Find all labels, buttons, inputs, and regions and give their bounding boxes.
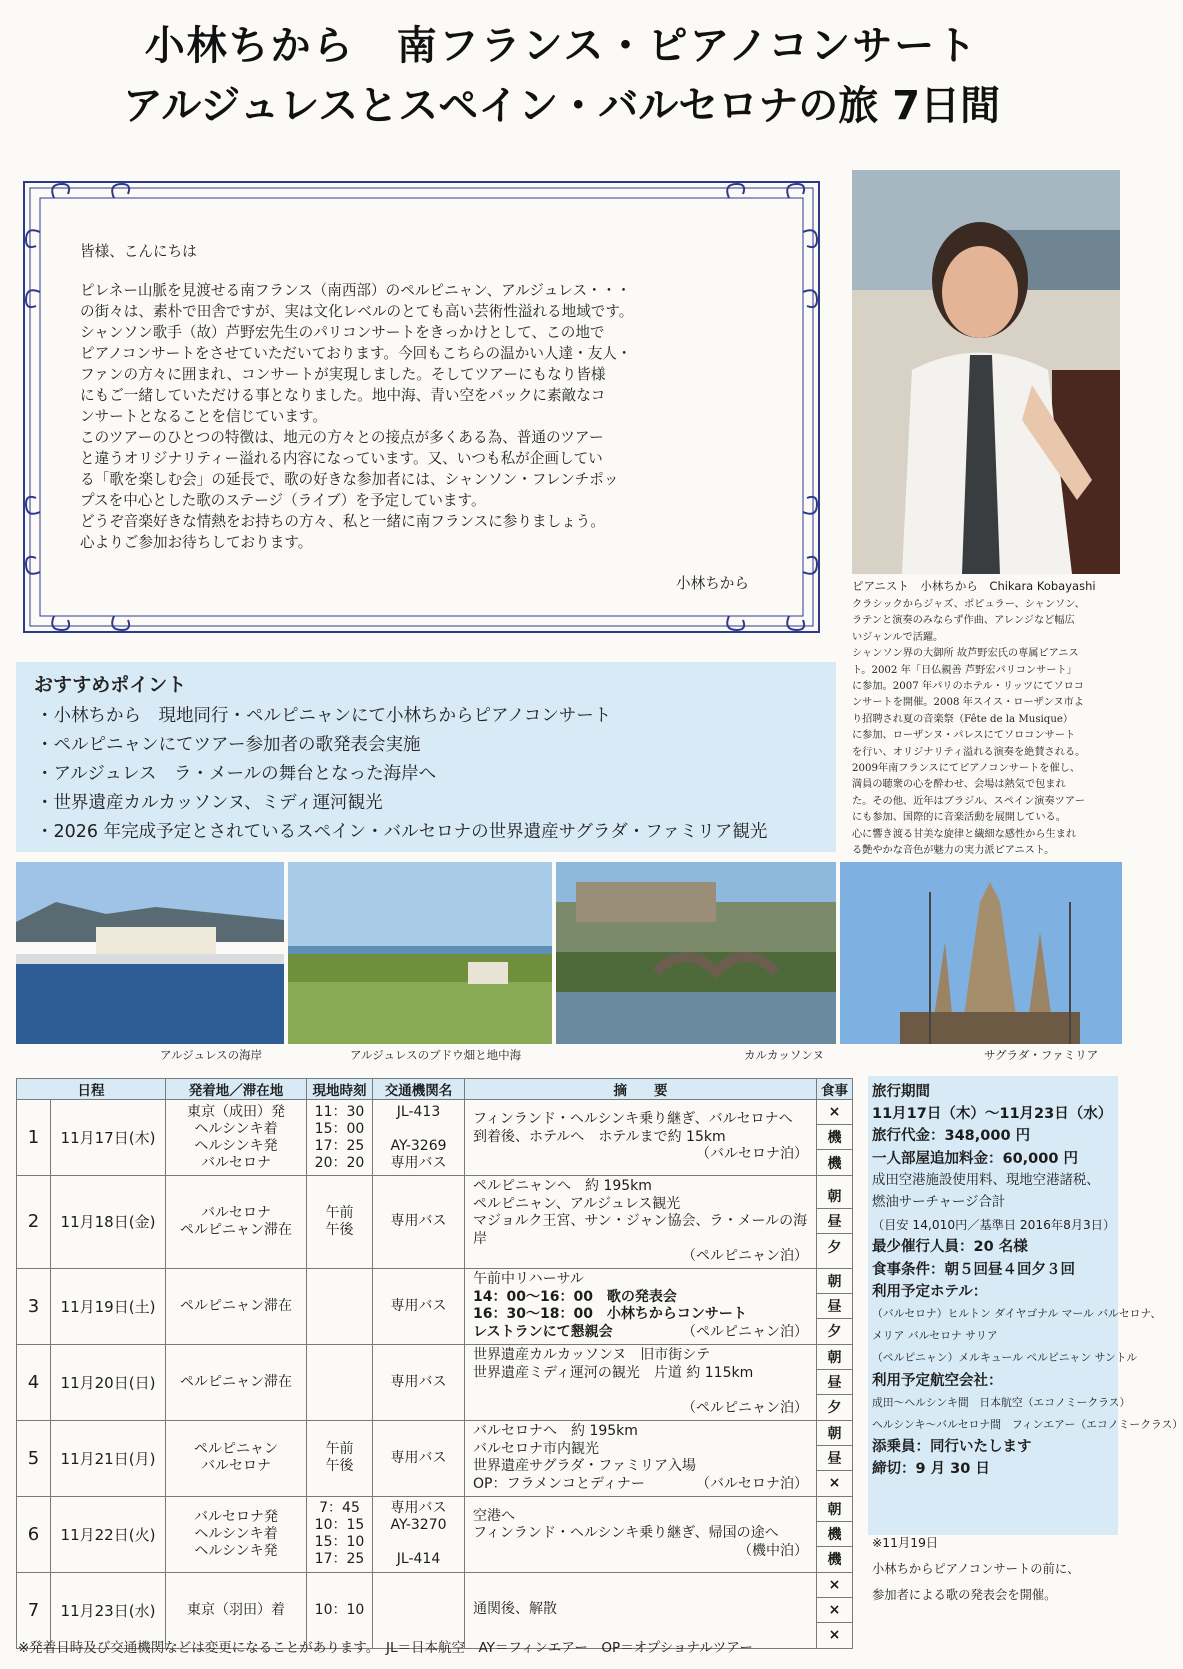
note-line: 小林ちからピアノコンサートの前に、 (872, 1562, 1080, 1576)
letter-line: と違うオリジナリティー溢れる内容になっています。又、いつも私が企画してい (80, 450, 603, 467)
min-participants: 最少催行人員：20 名様 (872, 1239, 1028, 1256)
pianist-bio (852, 597, 1122, 860)
day-times: 午前 午後 (307, 1176, 373, 1269)
day-cities: バルセロナ ペルピニャン滞在 (166, 1176, 307, 1269)
header-time: 現地時刻 (307, 1079, 373, 1100)
hotel-line: （ペルピニャン）メルキュール ペルピニャン サントル (872, 1351, 1138, 1365)
letter-line: このツアーのひとつの特徴は、地元の方々との接点が多くある為、普通のツアー (80, 429, 604, 446)
day-date: 11月21日(月) (51, 1420, 166, 1496)
list-item: ・世界遺産カルカッソンヌ、ミディ運河観光 (36, 793, 383, 813)
bio-line: シャンソン界の大御所 故芦野宏氏の専属ピアニス (852, 648, 1079, 660)
header-schedule: 日程 (17, 1079, 166, 1100)
recommend-title: おすすめポイント (34, 674, 187, 696)
letter-line: プスを中心とした歌のステージ（ライブ）を予定しています。 (80, 492, 486, 509)
day-meals: 朝 昼 夕 (817, 1268, 853, 1344)
hotel-line: （バルセロナ）ヒルトン ダイヤゴナル マール バルセロナ、 (872, 1307, 1162, 1321)
day-cities: 東京（成田）発 ヘルシンキ着 ヘルシンキ発 バルセロナ (166, 1100, 307, 1176)
table-row (17, 1268, 853, 1344)
day-transport: 専用バス (373, 1268, 465, 1344)
price: 旅行代金：348,000 円 (872, 1128, 1031, 1145)
day-summary: バルセロナへ 約 195km バルセロナ市内観光 世界遺産サグラダ・ファミリア入場 OP：フラメンコとディナー （バルセロナ泊） (465, 1420, 817, 1496)
pianist-photo (852, 170, 1120, 574)
recommend-box (16, 662, 836, 852)
bio-line: 2009年南フランスにてピアノコンサートを催し、 (852, 763, 1081, 775)
day-meals: × × × (817, 1572, 853, 1648)
day-date: 11月20日(日) (51, 1344, 166, 1420)
letter-line: ピアノコンサートをさせていただいております。今回もこちらの温かい人達・友人・ (80, 345, 632, 362)
day-date: 11月17日(木) (51, 1100, 166, 1176)
day-transport: JL-413 AY-3269 専用バス (373, 1100, 465, 1176)
letter-line: どうぞ音楽好きな情熱をお持ちの方々、私と一緒に南フランスに参りましょう。 (80, 513, 605, 530)
day-summary: 世界遺産カルカッソンヌ 旧市街シテ 世界遺産ミディ運河の観光 片道 約 115km （ペルピニャン泊） (465, 1344, 817, 1420)
day-number: 7 (17, 1572, 51, 1648)
note-line: 参加者による歌の発表会を開催。 (872, 1588, 1057, 1602)
bio-line: にも参加、国際的に音楽活動を展開している。 (852, 812, 1066, 824)
letter-line: ピレネー山脈を見渡せる南フランス（南西部）のペルピニャン、アルジュレス・・・ (80, 282, 631, 299)
letter-line: の街々は、素朴で田舎ですが、実は文化レベルのとても高い芸術性溢れる地域です。 (80, 303, 634, 320)
letter-signature: 小林ちから (676, 575, 749, 592)
header-transport: 交通機関名 (373, 1079, 465, 1100)
pianist-caption: ピアニスト 小林ちから Chikara Kobayashi (852, 579, 1096, 593)
day-date: 11月18日(金) (51, 1176, 166, 1269)
bio-line: に参加。2007 年パリのホテル・リッツにてソロコ (852, 681, 1084, 693)
bio-line: いジャンルで活躍。 (852, 631, 944, 643)
concert-note (872, 1530, 1122, 1608)
airline-line: 成田～ヘルシンキ間 日本航空（エコノミークラス） (872, 1395, 1131, 1409)
meal-conditions: 食事条件：朝５回昼４回夕３回 (872, 1261, 1075, 1278)
itinerary-table (16, 1078, 853, 1649)
day-meals: 朝 昼 夕 (817, 1344, 853, 1420)
letter-body (80, 280, 780, 553)
day-cities: ペルピニャン滞在 (166, 1268, 307, 1344)
day-transport: 専用バス (373, 1176, 465, 1269)
bio-line: を行い、オリジナリティ溢れる演奏を絶賛される。 (852, 746, 1086, 758)
tour-title-line2: アルジュレスとスペイン・バルセロナの旅 7日間 (122, 83, 1001, 129)
day-times: 11：30 15：00 17：25 20：20 (307, 1100, 373, 1176)
list-item: ・ペルピニャンにてツアー参加者の歌発表会実施 (36, 735, 421, 755)
list-item: ・小林ちから 現地同行・ペルピニャンにて小林ちからピアノコンサート (36, 706, 612, 726)
single-supplement: 一人部屋追加料金：60,000 円 (872, 1150, 1079, 1167)
day-meals: 朝 昼 夕 (817, 1176, 853, 1269)
header-summary: 摘 要 (465, 1079, 817, 1100)
fees-line: 成田空港施設使用料、現地空港諸税、 (872, 1172, 1100, 1188)
bio-line: 満員の聴衆の心を酔わせ、会場は熱気で包まれ (852, 779, 1066, 791)
day-transport: 専用バス (373, 1420, 465, 1496)
day-cities: バルセロナ発 ヘルシンキ着 ヘルシンキ発 (166, 1496, 307, 1572)
period: 11月17日（木）～11月23日（水） (872, 1106, 1113, 1123)
fees-line: 燃油サーチャージ合計 (872, 1195, 1006, 1211)
airline-label: 利用予定航空会社： (872, 1372, 1003, 1389)
photo-caption: アルジュレスの海岸 (160, 1048, 263, 1062)
day-date: 11月23日(水) (51, 1572, 166, 1648)
letter-line: シャンソン歌手（故）芦野宏先生のパリコンサートをきっかけとして、この地で (80, 324, 605, 341)
day-meals: 朝 機 機 (817, 1496, 853, 1572)
day-number: 1 (17, 1100, 51, 1176)
tour-title-line1: 小林ちから 南フランス・ピアノコンサート (144, 23, 979, 69)
letter-greeting: 皆様、こんにちは (80, 243, 197, 260)
period-label: 旅行期間 (872, 1084, 930, 1100)
hotel-label: 利用予定ホテル： (872, 1283, 988, 1300)
day-number: 6 (17, 1496, 51, 1572)
day-meals: × 機 機 (817, 1100, 853, 1176)
table-row (17, 1344, 853, 1420)
bio-line: た。その他、近年はブラジル、スペイン演奏ツアー (852, 795, 1085, 807)
bio-line: ンサートを開催。2008 年スイス・ローザンヌ市よ (852, 697, 1084, 709)
day-number: 5 (17, 1420, 51, 1496)
letter-line: ンサートとなることを信じています。 (80, 408, 327, 425)
table-row (17, 1496, 853, 1572)
bio-line: り招聘され夏の音楽祭（Fête de la Musique） (852, 713, 1074, 725)
table-row (17, 1100, 853, 1176)
bio-line: に参加、ローザンヌ・パレスにてソロコンサート (852, 730, 1076, 742)
day-cities: ペルピニャン バルセロナ (166, 1420, 307, 1496)
day-times: 午前 午後 (307, 1420, 373, 1496)
day-date: 11月19日(土) (51, 1268, 166, 1344)
note-line: ※11月19日 (872, 1536, 939, 1550)
deadline: 締切：9 月 30 日 (872, 1461, 990, 1478)
photo-caption: サグラダ・ファミリア (984, 1048, 1099, 1062)
escort: 添乗員：同行いたします (872, 1439, 1032, 1456)
bio-line: ト。2002 年「日仏親善 芦野宏パリコンサート」 (852, 664, 1077, 676)
letter-line: 心よりご参加お待ちしております。 (80, 534, 313, 551)
day-transport: 専用バス AY-3270 JL-414 (373, 1496, 465, 1572)
tour-info-box (868, 1076, 1183, 1535)
list-item: ・アルジュレス ラ・メールの舞台となった海岸へ (36, 764, 437, 784)
day-cities: 東京（羽田）着 (166, 1572, 307, 1648)
day-number: 3 (17, 1268, 51, 1344)
day-summary: ペルピニャンへ 約 195km ペルピニャン、アルジュレス観光 マジョルク王宮、サン・ジャン協会、ラ・メールの海岸 （ペルピニャン泊） (465, 1176, 817, 1269)
day-summary: 空港へ フィンランド・ヘルシンキ乗り継ぎ、帰国の途へ （機中泊） (465, 1496, 817, 1572)
letter-line: る「歌を楽しむ会」の延長で、歌の好きな参加者には、シャンソン・フレンチポッ (80, 471, 619, 488)
table-header-row (17, 1079, 853, 1100)
recommend-list (36, 702, 767, 847)
airline-line: ヘルシンキ～バルセロナ間 フィンエアー（エコノミークラス） (872, 1418, 1183, 1432)
day-summary: フィンランド・ヘルシンキ乗り継ぎ、バルセロナへ 到着後、ホテルへ ホテルまで約 15km （バルセロナ泊） (465, 1100, 817, 1176)
photo-caption: アルジュレスのブドウ畑と地中海 (350, 1048, 522, 1062)
table-row (17, 1176, 853, 1269)
day-times: 10：10 (307, 1572, 373, 1648)
photo-argeles-coast (16, 862, 284, 1044)
day-cities: ペルピニャン滞在 (166, 1344, 307, 1420)
day-number: 4 (17, 1344, 51, 1420)
hotel-line: メリア バルセロナ サリア (872, 1329, 998, 1343)
day-summary: 通関後、解散 (465, 1572, 817, 1648)
fees-line: （目安 14,010円／基準日 2016年8月3日） (872, 1218, 1116, 1233)
day-summary: 午前中リハーサル 14：00～16：00 歌の発表会 16：30～18：00 小林ちからコンサート レストランにて懇親会 （ペルピニャン泊） (465, 1268, 817, 1344)
photo-carcassonne (556, 862, 836, 1044)
day-times (307, 1344, 373, 1420)
day-meals: 朝 昼 × (817, 1420, 853, 1496)
list-item: ・2026 年完成予定とされているスペイン・バルセロナの世界遺産サグラダ・ファミリア観光 (36, 822, 768, 842)
bio-line: ラテンと演奏のみならず作曲、アレンジなど幅広 (852, 615, 1075, 627)
bio-line: 心に響き渡る甘美な旋律と繊細な感性から生まれ (852, 828, 1077, 840)
header-city: 発着地／滞在地 (166, 1079, 307, 1100)
day-times (307, 1268, 373, 1344)
photo-caption: カルカッソンヌ (744, 1048, 824, 1062)
day-date: 11月22日(火) (51, 1496, 166, 1572)
day-number: 2 (17, 1176, 51, 1269)
letter-line: ファンの方々に囲まれ、コンサートが実現しました。そしてツアーにもなり皆様 (80, 366, 606, 383)
footnote: ※発着日時及び交通機関などは変更になることがあります。 JL＝日本航空 AY＝フィンエアー OP＝オプショナルツアー (18, 1640, 753, 1656)
bio-line: る艶やかな音色が魅力の実力派ピアニスト。 (852, 845, 1055, 857)
photo-sagrada-familia (840, 862, 1122, 1044)
day-transport: 専用バス (373, 1344, 465, 1420)
photo-vineyard (288, 862, 552, 1044)
header-meals: 食事 (817, 1079, 853, 1100)
day-times: 7：45 10：15 15：10 17：25 (307, 1496, 373, 1572)
letter-line: にもご一緒していただける事となりました。地中海、青い空をバックに素敵なコ (80, 387, 606, 404)
table-row (17, 1420, 853, 1496)
bio-line: クラシックからジャズ、ポピュラー、シャンソン、 (852, 599, 1085, 610)
